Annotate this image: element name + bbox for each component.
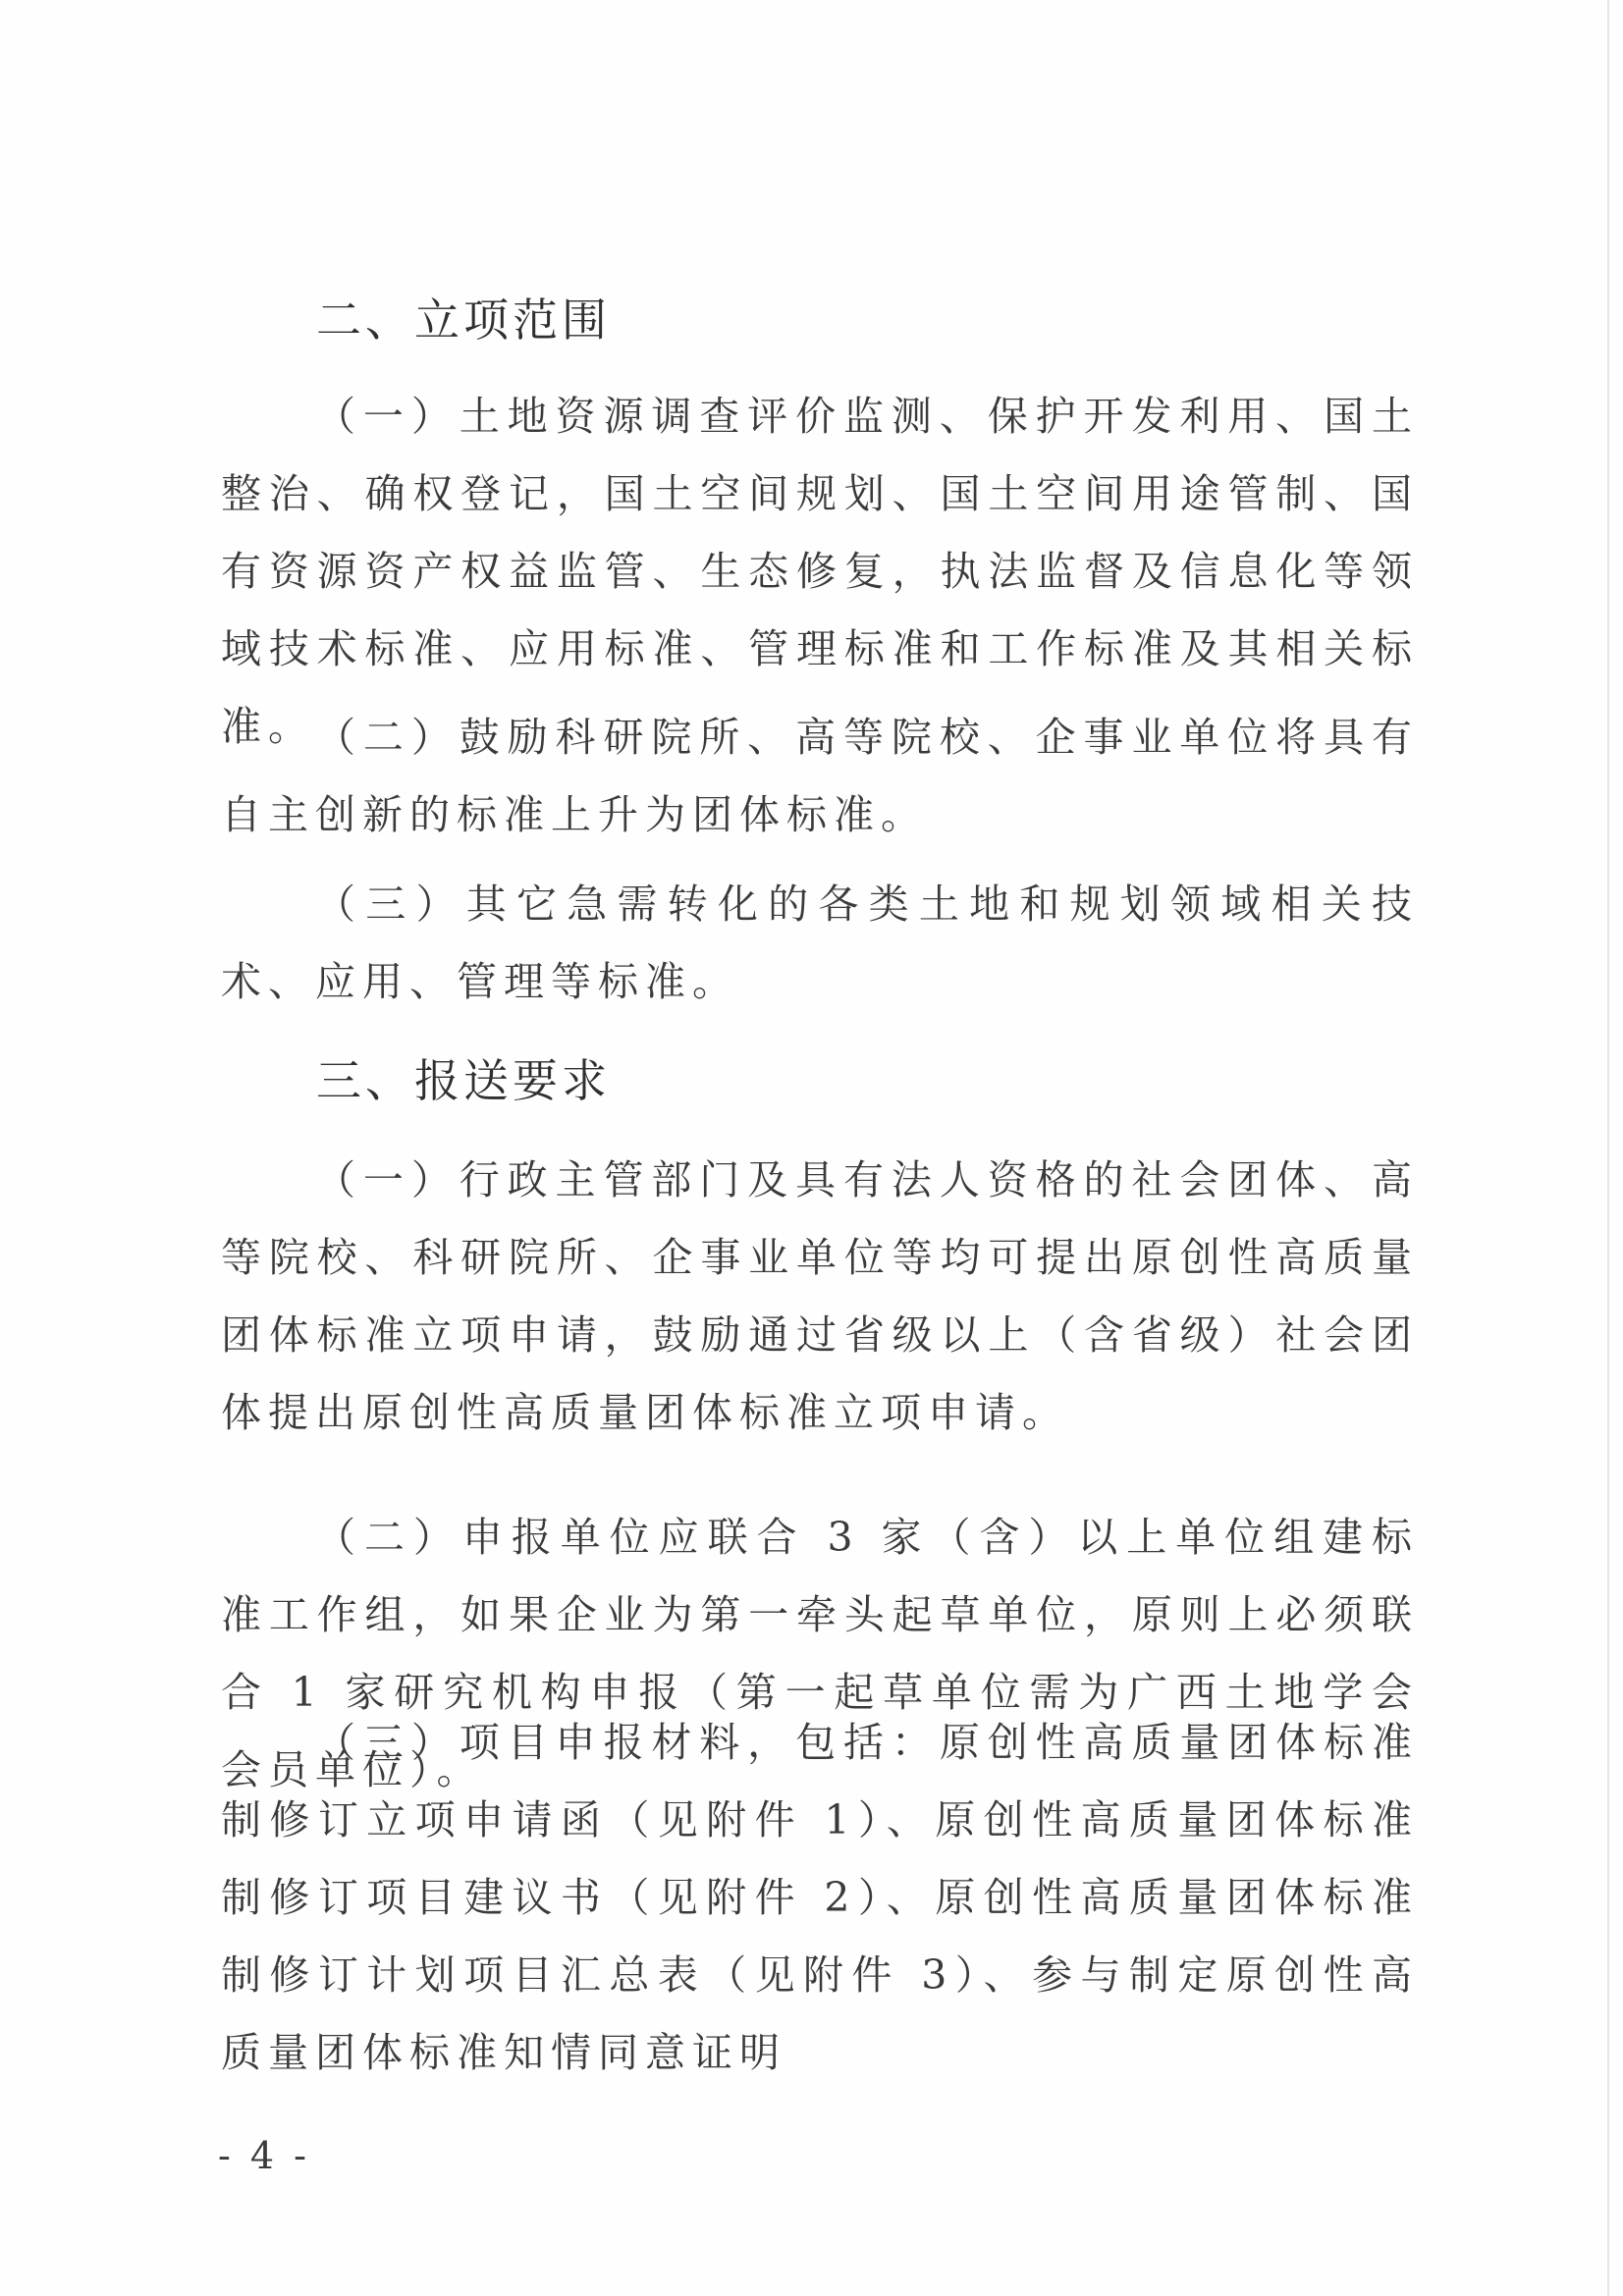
page-number: - 4 - xyxy=(218,2134,311,2177)
paragraph-scope-2: （二）鼓励科研院所、高等院校、企事业单位将具有自主创新的标准上升为团体标准。 xyxy=(221,714,1419,838)
section-heading-requirements: 三、报送要求 xyxy=(316,1054,611,1107)
section-heading-scope: 二、立项范围 xyxy=(316,294,611,347)
paragraph-scope-1: （一）土地资源调查评价监测、保护开发利用、国土整治、确权登记，国土空间规划、国土空间用途管制、国有资源资产权益监管、生态修复，执法监督及信息化等领域技术标准、应用标准、管理标准和工作标准及其相关标准。 xyxy=(221,393,1419,750)
paragraph-requirements-1: （一）行政主管部门及具有法人资格的社会团体、高等院校、科研院所、企事业单位等均可提出原创性高质量团体标准立项申请，鼓励通过省级以上（含省级）社会团体提出原创性高质量团体标准立项申请。 xyxy=(221,1156,1419,1436)
paragraph-scope-3: （三）其它急需转化的各类土地和规划领域相关技术、应用、管理等标准。 xyxy=(221,881,1419,1005)
paragraph-requirements-2: （二）申报单位应联合 3 家（含）以上单位组建标准工作组，如果企业为第一牵头起草单位，原则上必须联合 1 家研究机构申报（第一起草单位需为广西土地学会会员单位）。 xyxy=(221,1514,1419,1793)
paragraph-requirements-3: （三）项目申报材料，包括：原创性高质量团体标准制修订立项申请函（见附件 1）、原创性高质量团体标准制修订项目建议书（见附件 2）、原创性高质量团体标准制修订计划项目汇总表（见附件 3）、参与制定原创性高质量团体标准知情同意证明 xyxy=(221,1719,1419,2076)
scan-edge-line xyxy=(1607,0,1609,2296)
